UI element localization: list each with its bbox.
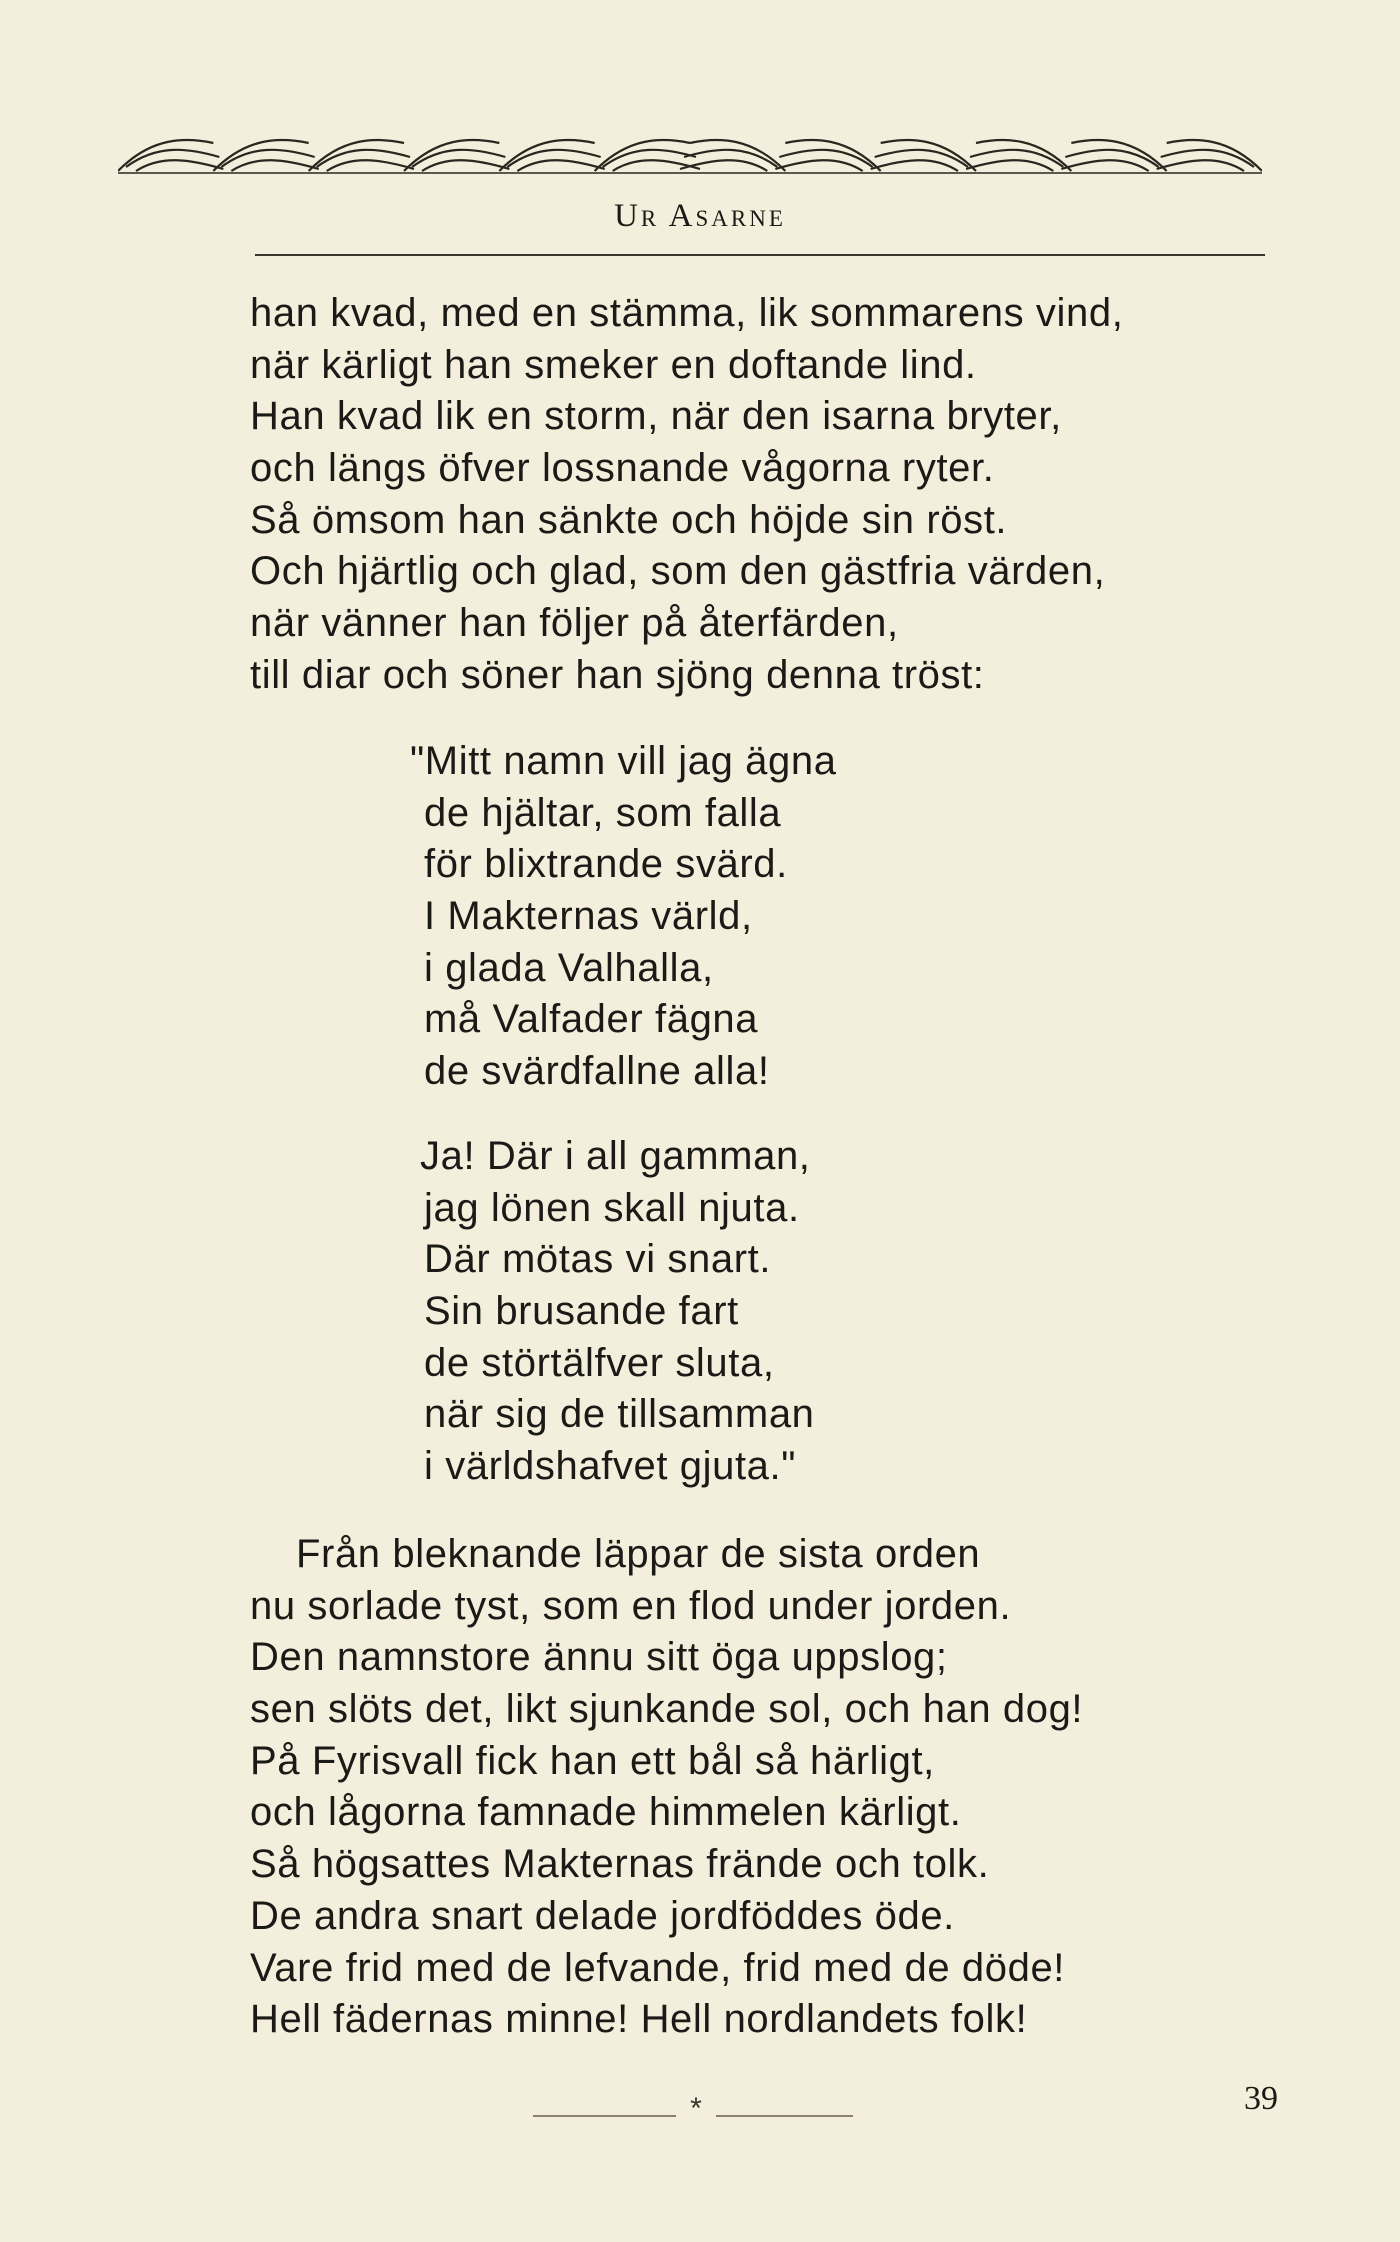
- header-rule: [255, 254, 1265, 256]
- verse-line: Sin brusande fart: [424, 1289, 739, 1334]
- verse-line: Så ömsom han sänkte och höjde sin röst.: [250, 497, 1008, 542]
- braid-strand: [327, 160, 414, 171]
- verse-line: han kvad, med en stämma, lik sommarens vind,: [250, 291, 1124, 335]
- verse-line: till diar och söner han sjöng denna tröst:: [250, 652, 985, 697]
- verse-line: Vare frid med de lefvande, frid med de döde!: [250, 1945, 1066, 1990]
- braid-strand: [404, 140, 499, 171]
- verse-line: Så högsattes Makternas frände och tolk.: [250, 1842, 990, 1887]
- stanza-1: [250, 288, 1123, 702]
- braid-strand: [690, 140, 785, 171]
- verse-line: när sig de tillsamman: [424, 1392, 815, 1437]
- braid-strand: [309, 140, 404, 171]
- braid-strand: [1061, 160, 1148, 171]
- verse-line: de svärdfallne alla!: [424, 1049, 770, 1094]
- stanza-3: [420, 1131, 815, 1493]
- verse-line: Och hjärtlig och glad, som den gästfria värden,: [250, 549, 1106, 594]
- verse-line: Ja! Där i all gamman,: [420, 1134, 811, 1178]
- braid-strand: [595, 140, 690, 171]
- braid-strand: [680, 160, 767, 171]
- verse-line: Han kvad lik en storm, när den isarna bryter,: [250, 394, 1062, 439]
- braid-strand: [136, 160, 223, 171]
- verse-line: de störtälfver sluta,: [424, 1340, 775, 1385]
- braid-strand: [517, 160, 604, 171]
- asterisk-ornament-icon: *: [676, 2092, 716, 2126]
- braid-strand: [213, 140, 308, 171]
- verse-line: Hell fädernas minne! Hell nordlandets folk!: [250, 1997, 1028, 2042]
- verse-line: sen slöts det, likt sjunkande sol, och han dog!: [250, 1687, 1084, 1732]
- verse-line: och lågorna famnade himmelen kärligt.: [250, 1790, 962, 1835]
- braid-strand: [1167, 140, 1262, 171]
- verse-line: i glada Valhalla,: [424, 945, 714, 990]
- verse-line: de hjältar, som falla: [424, 790, 782, 835]
- verse-line: i världshafvet gjuta.": [424, 1444, 797, 1489]
- verse-line: när kärligt han smeker en doftande lind.: [250, 342, 977, 387]
- verse-line: Den namnstore ännu sitt öga uppslog;: [250, 1635, 948, 1680]
- braid-strand: [613, 160, 700, 171]
- verse-line: må Valfader fägna: [424, 997, 759, 1042]
- braid-strand: [976, 140, 1071, 171]
- verse-line: nu sorlade tyst, som en flod under jorden.: [250, 1583, 1012, 1628]
- verse-line: för blixtrande svärd.: [424, 842, 788, 887]
- stanza-4: [250, 1529, 1083, 2046]
- verse-line: jag lönen skall njuta.: [424, 1185, 800, 1230]
- verse-line: Från bleknande läppar de sista orden: [296, 1532, 981, 1576]
- verse-line: och längs öfver lossnande vågorna ryter.: [250, 446, 995, 491]
- verse-line: På Fyrisvall fick han ett bål så härligt,: [250, 1738, 935, 1783]
- braid-strand: [499, 140, 594, 171]
- braid-strand: [785, 140, 880, 171]
- page-number: 39: [1244, 2080, 1278, 2117]
- verse-line: "Mitt namn vill jag ägna: [410, 739, 837, 783]
- verse-line: I Makternas värld,: [424, 894, 753, 939]
- braid-strand: [1071, 140, 1166, 171]
- running-head: Ur Asarne: [614, 198, 786, 234]
- stanza-2: [410, 736, 837, 1098]
- verse-line: Där mötas vi snart.: [424, 1237, 772, 1282]
- braid-strand: [1157, 160, 1244, 171]
- braided-ornament-band: [118, 133, 1262, 177]
- braid-strand: [881, 140, 976, 171]
- braid-strand: [231, 160, 318, 171]
- braid-strand: [775, 160, 862, 171]
- verse-line: De andra snart delade jordföddes öde.: [250, 1893, 955, 1938]
- braid-strand: [118, 140, 213, 171]
- braid-strand: [422, 160, 509, 171]
- braid-strand: [871, 160, 958, 171]
- braid-strand: [966, 160, 1053, 171]
- verse-line: när vänner han följer på återfärden,: [250, 601, 899, 646]
